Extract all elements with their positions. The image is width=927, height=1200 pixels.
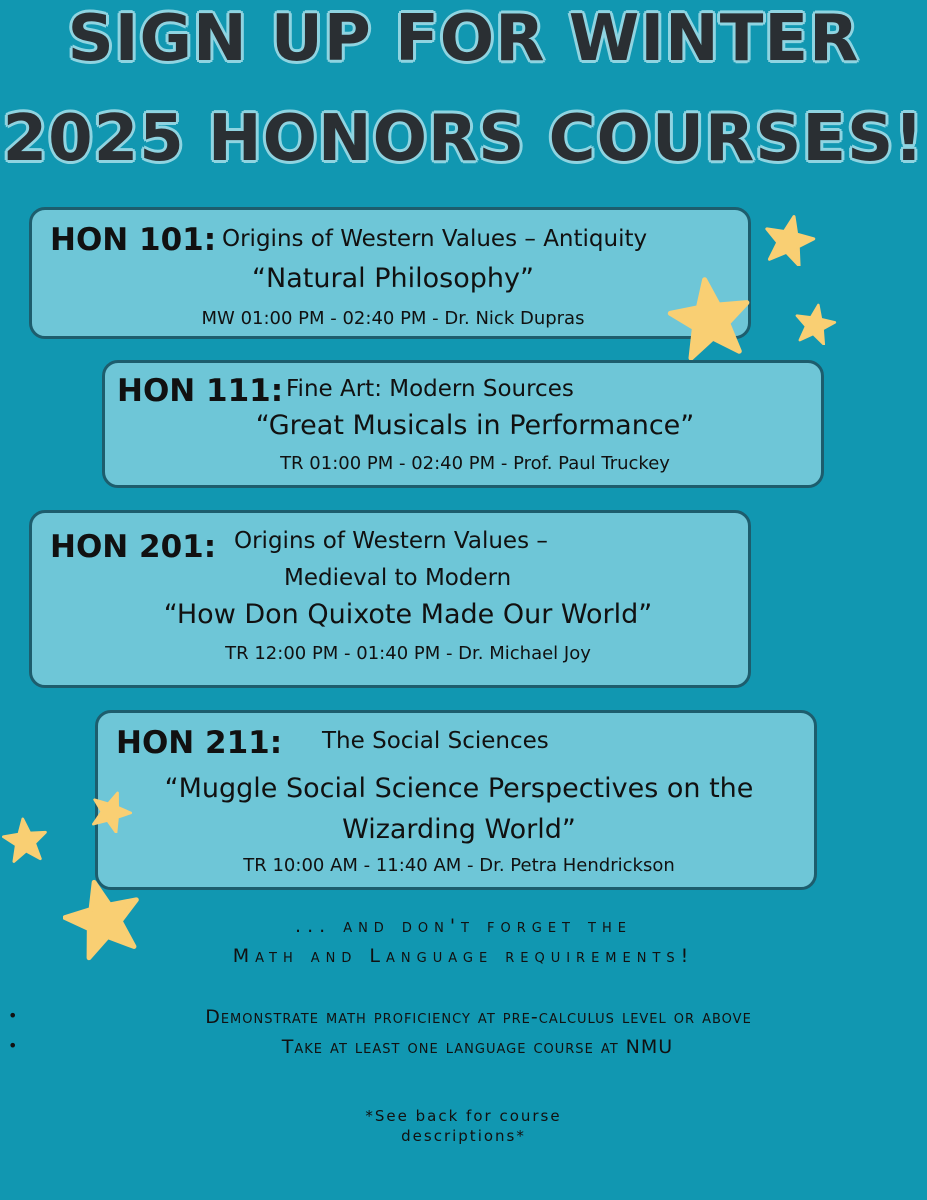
course-code: HON 111: — [117, 373, 284, 409]
course-code: HON 211: — [116, 725, 283, 761]
requirement-text: Take at least one language course at NMU — [281, 1036, 674, 1058]
course-code: HON 201: — [50, 529, 217, 565]
reminder-line-2: Math and Language requirements! — [232, 945, 695, 967]
course-schedule: MW 01:00 PM - 02:40 PM - Dr. Nick Dupras — [201, 308, 585, 329]
requirement-item — [0, 1036, 927, 1062]
course-title: “How Don Quixote Made Our World” — [163, 599, 653, 630]
course-subject-line-1: Origins of Western Values – — [234, 528, 548, 554]
star-icon — [2, 812, 48, 868]
course-schedule: TR 01:00 PM - 02:40 PM - Prof. Paul Truckey — [280, 453, 670, 474]
star-icon — [792, 303, 838, 345]
course-code: HON 101: — [50, 222, 217, 258]
course-title: “Great Musicals in Performance” — [255, 410, 695, 441]
bullet-icon: • — [8, 1006, 19, 1025]
back-note-line-2: descriptions* — [401, 1127, 526, 1145]
course-title-line-2: Wizarding World” — [342, 814, 576, 845]
star-icon — [760, 214, 818, 266]
star-icon — [90, 789, 132, 833]
course-card-hon201 — [29, 510, 751, 688]
course-subject: Fine Art: Modern Sources — [286, 376, 574, 402]
course-subject: The Social Sciences — [322, 728, 549, 754]
course-title: “Natural Philosophy” — [252, 263, 534, 294]
headline-line-1: SIGN UP FOR WINTER — [67, 2, 860, 76]
requirement-item — [0, 1006, 927, 1032]
back-note-line-1: *See back for course — [365, 1107, 562, 1125]
course-card-hon211 — [95, 710, 817, 890]
course-card-hon101 — [29, 207, 751, 339]
course-schedule: TR 10:00 AM - 11:40 AM - Dr. Petra Hendrickson — [243, 855, 675, 876]
star-icon — [664, 276, 756, 360]
headline-line-2: 2025 HONORS COURSES! — [2, 102, 925, 176]
reminder-line-1: ... and don't forget the — [295, 915, 632, 937]
course-schedule: TR 12:00 PM - 01:40 PM - Dr. Michael Joy — [225, 643, 591, 664]
bullet-icon: • — [8, 1036, 19, 1055]
course-title-line-1: “Muggle Social Science Perspectives on the — [164, 773, 754, 804]
requirement-text: Demonstrate math proficiency at pre-calculus level or above — [205, 1006, 752, 1028]
course-subject: Origins of Western Values – Antiquity — [222, 226, 648, 252]
course-card-hon111 — [102, 360, 824, 488]
course-subject-line-2: Medieval to Modern — [284, 565, 512, 591]
